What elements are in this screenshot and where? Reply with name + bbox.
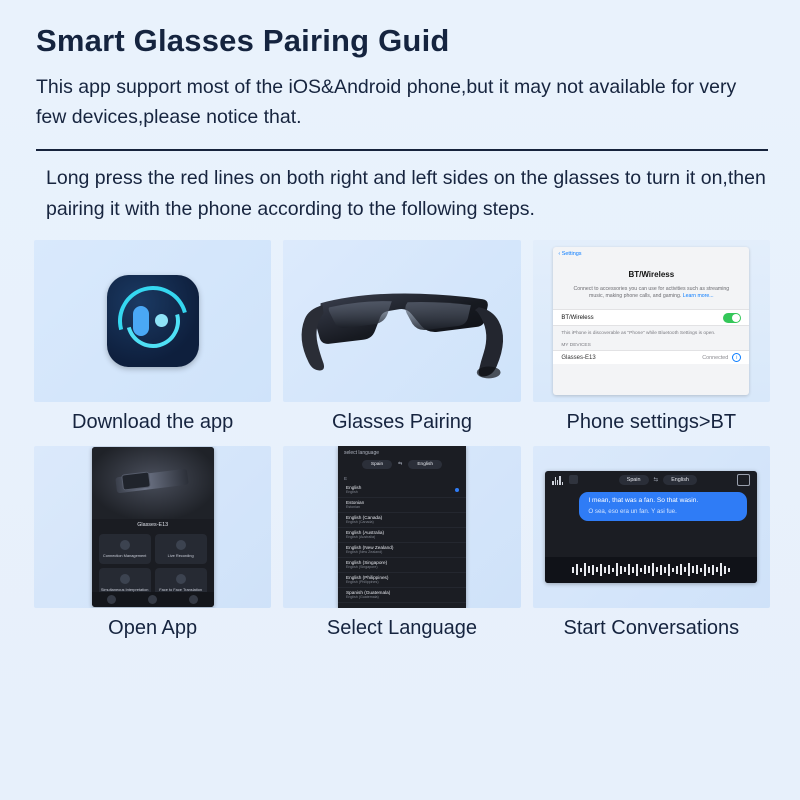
page-title: Smart Glasses Pairing Guid xyxy=(36,23,450,58)
selected-dot-icon xyxy=(455,488,459,492)
tile-live-recording[interactable] xyxy=(155,534,207,564)
language-sub: English xyxy=(345,490,358,495)
tile-label: Simultaneous Interpretation xyxy=(100,586,149,592)
step-start-conversations xyxy=(533,446,770,648)
bt-toggle-switch[interactable] xyxy=(723,313,741,323)
step-caption: Download the app xyxy=(72,410,234,433)
tab-device-icon[interactable] xyxy=(148,595,157,604)
download-icon[interactable] xyxy=(569,475,578,484)
device-status: Connected xyxy=(702,354,729,361)
step-caption: Select Language xyxy=(326,616,478,639)
message-text: I mean, that was a fan. So that wasin. xyxy=(588,496,699,504)
glasses-icon xyxy=(283,240,520,402)
speaker-pill-icon xyxy=(133,306,149,336)
language-name: English xyxy=(345,485,362,491)
step-caption: Start Conversations xyxy=(563,616,740,639)
list-item[interactable] xyxy=(338,558,466,573)
list-item[interactable] xyxy=(338,528,466,543)
message-bubble xyxy=(579,492,747,521)
device-row[interactable] xyxy=(553,350,749,364)
step-glasses-pairing xyxy=(283,240,520,442)
language-sub: English (Philippines) xyxy=(345,580,379,585)
language-name: English (Singapore) xyxy=(345,560,388,566)
language-switch-row[interactable] xyxy=(338,460,466,469)
conversation-toolbar xyxy=(545,471,757,489)
phone-conversation-thumbnail xyxy=(533,446,770,608)
exit-icon[interactable] xyxy=(737,474,750,486)
instruction-text: Long press the red lines on both right and left sides on the glasses to turn it on,then pairing it with the phone according to the following steps. xyxy=(46,166,766,221)
source-language-chip[interactable]: Spain xyxy=(619,475,649,485)
phone-language-list-thumbnail xyxy=(283,446,520,608)
glasses-photo-thumbnail xyxy=(283,240,520,402)
language-name: English (Canada) xyxy=(345,515,383,521)
section-letter: E xyxy=(343,475,348,481)
bt-settings-screen xyxy=(553,247,749,395)
language-name: English (Australia) xyxy=(345,530,385,536)
tile-label: Face to Face Translation xyxy=(159,586,203,592)
list-item[interactable] xyxy=(338,573,466,588)
microphone-icon xyxy=(176,540,186,550)
conversation-screen xyxy=(545,471,757,583)
step-select-language xyxy=(283,446,520,648)
divider xyxy=(36,149,768,151)
intro-text: This app support most of the iOS&Android phone,but it may not available for very few devices,please notice that. xyxy=(36,76,737,129)
source-language-chip[interactable]: Spain xyxy=(362,460,392,469)
glasses-lens-icon xyxy=(121,471,151,490)
app-tabbar[interactable] xyxy=(92,592,214,607)
language-sub: English (Singapore) xyxy=(345,565,378,570)
swap-arrows-icon[interactable]: ⇆ xyxy=(653,476,659,483)
list-item[interactable] xyxy=(338,543,466,558)
tab-profile-icon[interactable] xyxy=(189,595,198,604)
language-sub: English (Canada) xyxy=(345,520,374,525)
speaker-dot-icon xyxy=(155,314,168,327)
bt-description: Connect to accessories you can use for activities such as streaming music, making phone calls, and gaming. Learn more... xyxy=(573,285,730,300)
bt-toggle-label: BT/Wireless xyxy=(561,314,594,321)
list-item[interactable] xyxy=(338,483,466,498)
waveform-icon xyxy=(552,475,564,485)
bt-screen-title: BT/Wireless xyxy=(628,269,675,279)
phone-bluetooth-settings-thumbnail xyxy=(533,240,770,402)
bluetooth-icon xyxy=(120,540,130,550)
swap-arrows-icon[interactable]: ⇆ xyxy=(398,461,403,468)
tile-connection-management[interactable] xyxy=(99,534,151,564)
message-translation: O sea, eso era un fan. Y asi fue. xyxy=(588,507,677,515)
glasses-hero-image xyxy=(92,447,214,519)
device-name: Glasses-E13 xyxy=(561,354,596,361)
tile-label: Connection Management xyxy=(102,552,147,558)
step-caption: Phone settings>BT xyxy=(566,410,737,433)
step-caption: Open App xyxy=(108,616,198,639)
language-name: English (New Zealand) xyxy=(345,545,394,551)
tile-label: Live Recording xyxy=(167,552,194,558)
app-icon-thumbnail xyxy=(34,240,271,402)
target-language-chip[interactable]: English xyxy=(663,475,697,485)
language-name: English (Philippines) xyxy=(345,575,389,581)
my-devices-label: MY DEVICES xyxy=(561,343,591,349)
language-name: Spanish (Guatemala) xyxy=(345,590,391,596)
language-sub: English (Australia) xyxy=(345,535,376,540)
connected-device-name: Glasses-E13 xyxy=(137,521,169,528)
steps-grid xyxy=(34,240,770,648)
learn-more-link[interactable]: Learn more... xyxy=(682,293,714,300)
toolbar-left xyxy=(552,475,578,485)
language-pair[interactable] xyxy=(619,475,697,485)
step-download-the-app xyxy=(34,240,271,442)
back-button[interactable]: ‹ Settings xyxy=(558,250,582,257)
language-sub: Estonian xyxy=(345,505,360,510)
bt-discoverable-note: This iPhone is discoverable as "Phone" while Bluetooth Settings is open. xyxy=(561,331,716,337)
list-item[interactable] xyxy=(338,513,466,528)
list-item[interactable] xyxy=(338,588,466,603)
translate-icon xyxy=(120,574,130,584)
step-open-app xyxy=(34,446,271,648)
language-select-screen xyxy=(338,446,466,608)
info-icon[interactable]: i xyxy=(732,353,741,362)
app-icon xyxy=(107,275,199,367)
language-sub: English (Guatemala) xyxy=(345,595,379,600)
people-icon xyxy=(176,574,186,584)
language-name: Estonian xyxy=(345,500,365,506)
step-caption: Glasses Pairing xyxy=(331,410,473,433)
phone-app-home-thumbnail xyxy=(34,446,271,608)
step-phone-settings-bt xyxy=(533,240,770,442)
bt-toggle-row[interactable] xyxy=(553,309,749,326)
language-screen-title: select language xyxy=(343,449,380,456)
tab-home-icon[interactable] xyxy=(107,595,116,604)
app-home-screen xyxy=(92,447,214,607)
audio-equalizer xyxy=(545,557,757,583)
language-sub: English (New Zealand) xyxy=(345,550,383,555)
sound-ring-inner-icon xyxy=(116,284,190,358)
target-language-chip[interactable]: English xyxy=(408,460,442,469)
feature-tiles xyxy=(92,528,214,598)
list-item[interactable] xyxy=(338,498,466,513)
device-status-group xyxy=(702,353,741,362)
